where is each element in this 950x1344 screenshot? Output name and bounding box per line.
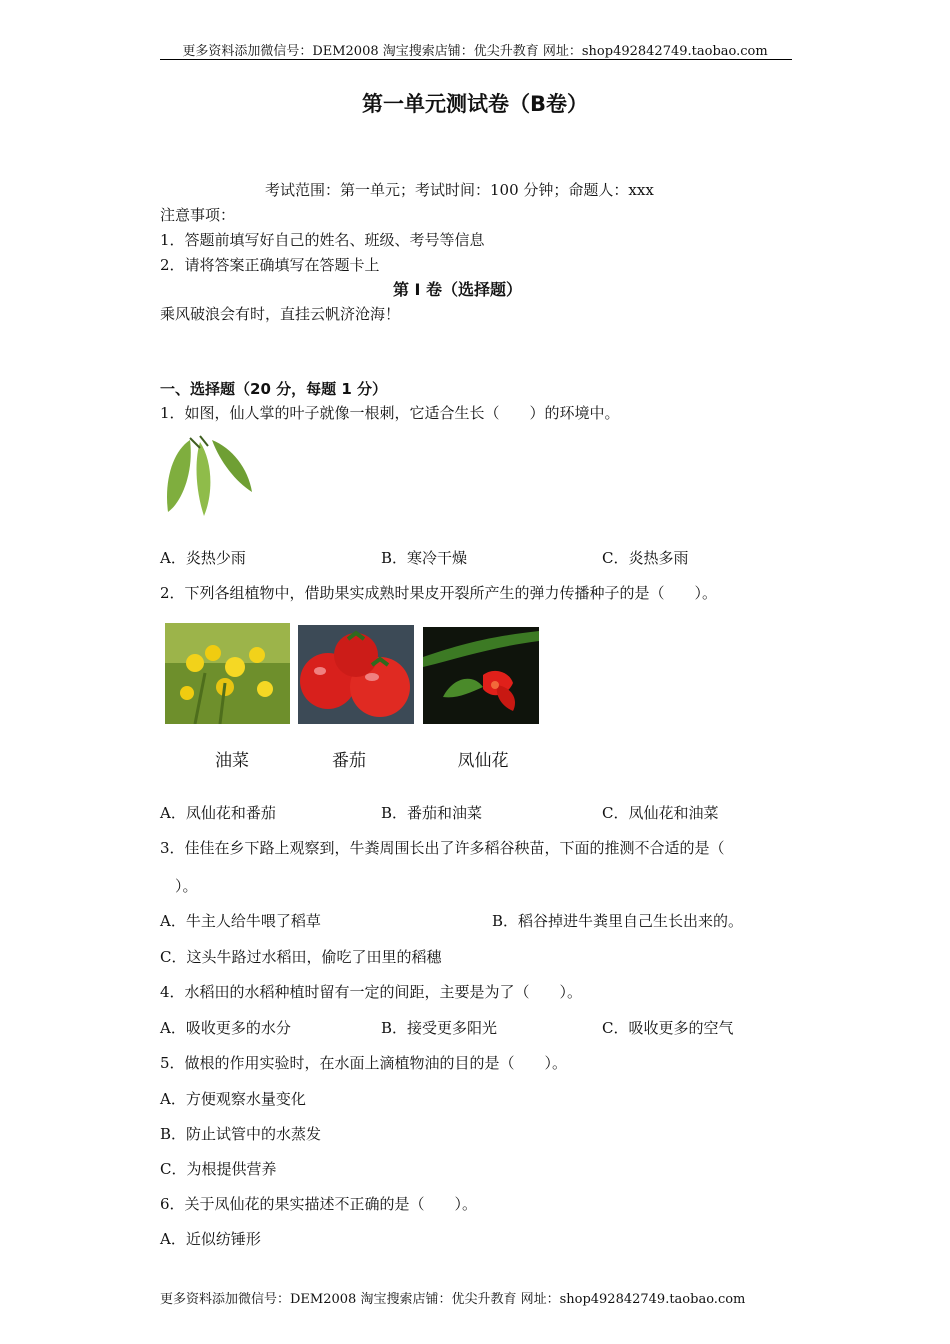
option-a: A．牛主人给牛喂了稻草 — [160, 912, 321, 930]
option-a: A．近似纺锤形 — [160, 1230, 261, 1248]
image-caption: 番茄 — [332, 751, 366, 771]
page-title: 第一单元测试卷（B卷） — [361, 92, 588, 116]
page-header: 更多资料添加微信号：DEM2008 淘宝搜索店铺：优尖升教育 网址：shop492842749.taobao.com — [182, 44, 768, 59]
rapeseed-flower-image — [165, 623, 290, 724]
question-stem: 1．如图，仙人掌的叶子就像一根刺，它适合生长（ ）的环境中。 — [160, 404, 620, 422]
question-stem: 5．做根的作用实验时，在水面上滴植物油的目的是（ ）。 — [160, 1054, 568, 1072]
option-b: B．防止试管中的水蒸发 — [160, 1125, 322, 1143]
image-caption: 油菜 — [215, 751, 249, 771]
option-c: C．这头牛路过水稻田，偷吃了田里的稻穗 — [160, 948, 442, 966]
option-a: A．炎热少雨 — [160, 549, 246, 567]
option-c: C．炎热多雨 — [602, 549, 689, 567]
option-a: A．凤仙花和番茄 — [160, 804, 276, 822]
option-b: B．番茄和油菜 — [381, 804, 483, 822]
cactus-leaf-image — [160, 432, 256, 520]
option-a: A．吸收更多的水分 — [160, 1019, 291, 1037]
option-c: C．吸收更多的空气 — [602, 1019, 734, 1037]
impatiens-flower-image — [423, 627, 539, 724]
question-stem: 2．下列各组植物中，借助果实成熟时果皮开裂所产生的弹力传播种子的是（ ）。 — [160, 584, 718, 602]
option-b: B．寒冷干燥 — [381, 549, 468, 567]
tomato-image — [298, 625, 414, 724]
page-footer: 更多资料添加微信号：DEM2008 淘宝搜索店铺：优尖升教育 网址：shop492842749.taobao.com — [160, 1292, 746, 1307]
option-c: C．凤仙花和油菜 — [602, 804, 719, 822]
question-stem-continued: ）。 — [160, 877, 198, 895]
option-c: C．为根提供营养 — [160, 1160, 277, 1178]
image-caption: 凤仙花 — [457, 751, 509, 771]
section-heading: 一、选择题（20 分，每题 1 分） — [160, 380, 387, 398]
option-b: B．接受更多阳光 — [381, 1019, 498, 1037]
note-item: 1．答题前填写好自己的姓名、班级、考号等信息 — [160, 231, 485, 249]
header-divider — [160, 59, 792, 60]
part-title: 第 I 卷（选择题） — [392, 280, 523, 299]
question-stem: 4．水稻田的水稻种植时留有一定的间距，主要是为了（ ）。 — [160, 983, 583, 1001]
exam-info: 考试范围：第一单元；考试时间：100 分钟；命题人：xxx — [265, 181, 654, 199]
option-b: B．稻谷掉进牛粪里自己生长出来的。 — [492, 912, 744, 930]
motto: 乘风破浪会有时，直挂云帆济沧海！ — [160, 305, 401, 323]
option-a: A．方便观察水量变化 — [160, 1090, 306, 1108]
question-stem: 3．佳佳在乡下路上观察到，牛粪周围长出了许多稻谷秧苗，下面的推测不合适的是（ — [160, 839, 725, 857]
note-item: 2．请将答案正确填写在答题卡上 — [160, 256, 380, 274]
notes-heading: 注意事项： — [160, 206, 236, 224]
question-stem: 6．关于凤仙花的果实描述不正确的是（ ）。 — [160, 1195, 478, 1213]
